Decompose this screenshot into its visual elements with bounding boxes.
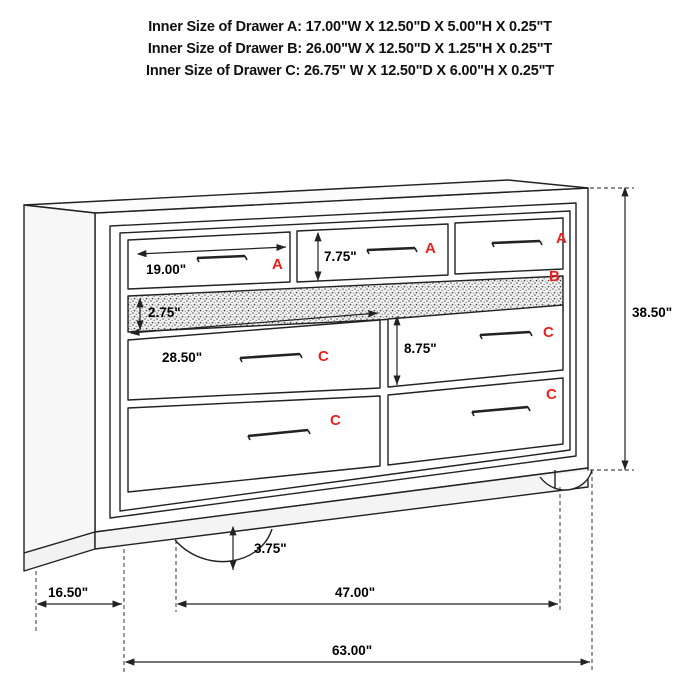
- drawer-letter-c-middle: C: [318, 348, 329, 365]
- dim-label-drawer-c-width: 28.50": [162, 350, 203, 365]
- drawer-letter-c-right-lower: C: [546, 386, 557, 403]
- dim-label-front-width: 47.00": [335, 585, 376, 600]
- dim-label-drawer-a-width: 19.00": [146, 262, 187, 277]
- dim-label-base-clearance: 3.75": [254, 541, 287, 556]
- drawer-letter-a-right: A: [556, 230, 567, 247]
- drawer-letter-c-right-upper: C: [543, 324, 554, 341]
- drawer-letter-b-right: B: [549, 268, 560, 285]
- drawer-letter-a-middle: A: [425, 240, 436, 257]
- dim-label-overall-height: 38.50": [632, 305, 673, 320]
- spec-line-drawer-a: Inner Size of Drawer A: 17.00"W X 12.50"D X 5.00"H X 0.25"T: [148, 19, 552, 35]
- drawer-letter-a-left: A: [272, 256, 283, 273]
- dim-label-drawer-b-height: 2.75": [148, 305, 181, 320]
- dim-label-overall-width: 63.00": [332, 643, 373, 658]
- dim-label-drawer-c-height: 8.75": [404, 341, 437, 356]
- dim-label-depth: 16.50": [48, 585, 89, 600]
- drawer-letter-c-left-lower: C: [330, 412, 341, 429]
- dim-label-drawer-a-height: 7.75": [324, 249, 357, 264]
- spec-line-drawer-b: Inner Size of Drawer B: 26.00"W X 12.50"D X 1.25"H X 0.25"T: [147, 41, 553, 57]
- spec-line-drawer-c: Inner Size of Drawer C: 26.75" W X 12.50"D X 6.00"H X 0.25"T: [146, 63, 554, 79]
